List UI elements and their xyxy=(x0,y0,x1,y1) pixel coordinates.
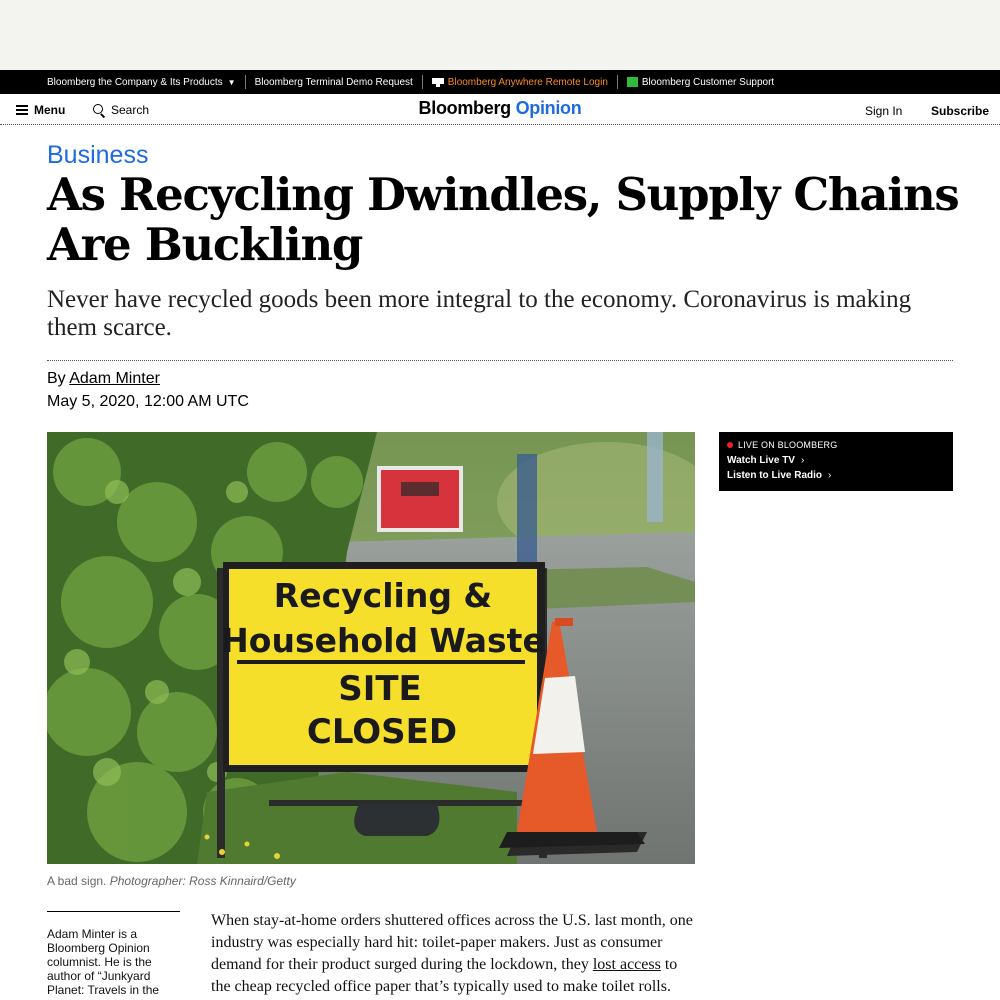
section-kicker-link[interactable]: Business xyxy=(47,141,149,169)
article-dek: Never have recycled goods been more integral to the economy. Coronavirus is making them scarce. xyxy=(47,286,912,341)
listen-live-radio-label: Listen to Live Radio xyxy=(727,470,823,481)
body-text-part-2: to the cheap recycled office paper that’s typically used to make toilet rolls. xyxy=(211,956,678,995)
caret-down-icon: ▼ xyxy=(227,77,236,87)
terminal-demo-link[interactable]: Bloomberg Terminal Demo Request xyxy=(254,76,413,88)
publish-date: May 5, 2020, 12:00 AM UTC xyxy=(47,393,249,410)
live-dot-icon xyxy=(727,442,733,448)
divider xyxy=(422,75,423,89)
watch-live-tv-label: Watch Live TV xyxy=(727,455,795,466)
logo-brand: Bloomberg xyxy=(418,98,511,118)
caption-text: A bad sign. xyxy=(47,874,107,888)
anywhere-login-label: Bloomberg Anywhere Remote Login xyxy=(447,76,608,88)
logo-section: Opinion xyxy=(515,98,582,118)
divider xyxy=(47,360,953,361)
photo-credit: Photographer: Ross Kinnaird/Getty xyxy=(109,874,296,888)
company-products-link[interactable] xyxy=(47,77,236,88)
anywhere-login-link[interactable] xyxy=(432,77,608,88)
terminal-icon xyxy=(432,78,444,87)
hero-photo xyxy=(47,432,695,864)
menu-label: Menu xyxy=(34,103,66,117)
article-headline: As Recycling Dwindles, Supply Chains Are Buckling xyxy=(47,168,959,271)
utility-bar xyxy=(0,70,1000,94)
sign-in-link[interactable]: Sign In xyxy=(865,104,903,118)
divider xyxy=(47,911,180,912)
company-products-label: Bloomberg the Company & Its Products xyxy=(47,76,223,88)
lost-access-link[interactable]: lost access xyxy=(592,956,661,973)
author-link[interactable]: Adam Minter xyxy=(69,370,160,387)
ad-banner-area xyxy=(0,0,1000,70)
sign-line-1: Recycling & xyxy=(273,576,493,615)
customer-support-label: Bloomberg Customer Support xyxy=(641,76,775,88)
watch-live-tv-link[interactable] xyxy=(727,455,953,466)
article-body-paragraph xyxy=(211,910,695,998)
sign-line-4: CLOSED xyxy=(306,712,458,752)
hero-image xyxy=(47,432,695,864)
support-icon xyxy=(627,77,638,87)
subscribe-button[interactable]: Subscribe xyxy=(931,104,990,118)
main-nav xyxy=(0,94,1000,125)
divider xyxy=(245,75,246,89)
image-caption xyxy=(47,874,296,888)
sign-line-3: SITE xyxy=(338,669,422,709)
customer-support-link[interactable] xyxy=(627,77,774,88)
chevron-right-icon: › xyxy=(828,470,832,481)
divider xyxy=(617,75,618,89)
listen-live-radio-link[interactable] xyxy=(727,470,953,481)
live-on-bloomberg-box xyxy=(719,432,953,491)
bloomberg-opinion-logo[interactable] xyxy=(0,98,1000,119)
live-header xyxy=(727,440,953,450)
byline xyxy=(47,370,160,388)
live-label: LIVE ON BLOOMBERG xyxy=(738,440,838,450)
author-bio: Adam Minter is a Bloomberg Opinion columnist. He is the author of “Junkyard Planet: Travels in the xyxy=(47,927,160,997)
sign-line-2: Household Waste xyxy=(221,621,545,660)
search-label: Search xyxy=(111,103,150,117)
body-text-part-1: When stay-at-home orders shuttered offices across the U.S. last month, one industry was especially hard hit: toilet-paper makers. Just as consumer demand for their product surged during the lockdown, they xyxy=(211,912,693,973)
chevron-right-icon: › xyxy=(800,455,805,466)
byline-prefix: By xyxy=(47,370,66,387)
